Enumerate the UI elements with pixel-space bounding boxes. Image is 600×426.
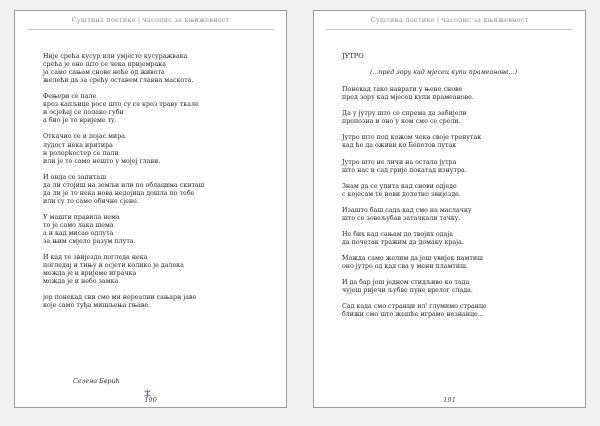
page-number: 191	[443, 396, 456, 404]
stanza	[342, 207, 571, 223]
verse-line: и ролерkoстер се пали	[43, 149, 119, 157]
verse-line: срећа је оно што се чека пријемрака	[43, 61, 166, 69]
verse-line: пред зору кад мјесец купи прамеанове.	[342, 94, 474, 102]
verse-line: желећи да за срећу останем главна маскота.	[43, 77, 194, 85]
verse-line: Знам да се упита кад снови одједе	[342, 182, 457, 190]
verse-line: или је то само нешто у мојој глави.	[43, 157, 161, 165]
verse-line: лудост нека иритира	[43, 141, 113, 149]
verse-line: да почетак тражим да домаку краја.	[342, 238, 464, 246]
stanza	[342, 86, 571, 102]
verse-line: И кад те звијезда погледа нека	[43, 254, 148, 262]
verse-line: и осјећај се полако губи	[43, 109, 124, 117]
verse-line: Изашто баш сада кад смо на маслачку	[342, 206, 472, 214]
poem-body	[43, 53, 272, 319]
verse-line: или су то само обичне сјене.	[43, 197, 139, 205]
verse-line: кад ће да оживи ко Бепетов лутак	[342, 142, 457, 150]
verse-line: што се зовељубав затачкали тачку.	[342, 214, 461, 222]
verse-line: с којесам те нови долетно звијезде.	[342, 190, 461, 198]
verse-line: оно јутро од кад сва у мени пламтиш.	[342, 263, 468, 271]
running-header: Суштина поетике | часопис за књижевност	[370, 16, 529, 24]
verse-line: а и кад мисао одлута	[43, 230, 114, 238]
verse-line: што нас и сад гриje покатад изнутра.	[342, 166, 467, 174]
verse-line: чујеш ријечи љубве пуне врелог слада.	[342, 287, 473, 295]
verse-line: јер понекад сви смо ми нереални сањари јаве	[43, 294, 197, 302]
stanza-list	[342, 86, 571, 319]
verse-line: У машти правила нема	[43, 213, 120, 221]
stanza	[342, 183, 571, 199]
verse-line: ближи смо што жешће играмо незнанце...	[342, 311, 484, 319]
verse-line: то је само лака шема	[43, 221, 114, 229]
verse-line: а био је то вријеме ту.	[43, 117, 117, 125]
left-page	[14, 10, 287, 408]
verse-line: Није срећа кусур или умјесто кусуражвака	[43, 53, 188, 60]
header-divider	[27, 29, 274, 30]
stanza	[342, 134, 571, 150]
stanza	[342, 255, 571, 271]
verse-line: Понекад тако наврати у њене снове	[342, 86, 463, 94]
verse-line: И онда се запиташ	[43, 173, 107, 181]
stanza	[342, 231, 571, 247]
page-number: 190	[144, 396, 157, 404]
verse-line: Откачио се и појас мира	[43, 133, 126, 141]
running-header: Суштина поетике | часопис за књижевност	[71, 16, 230, 24]
stanza	[43, 174, 272, 206]
stanza	[342, 110, 571, 126]
verse-line: погледај и тињу и осјети колико је далека	[43, 262, 184, 270]
stanza	[43, 53, 272, 85]
verse-line: кроз капљице росе што су се кроз траву ткале	[43, 101, 199, 109]
verse-line: препозна и оно у ком смо се срели.	[342, 118, 461, 126]
verse-line: И да бар још једном стидљиво ко тада	[342, 279, 470, 287]
verse-line: Сад када смо странци ил' глумимо странце	[342, 303, 487, 311]
verse-line: Да у јутру што се спрема да забијели	[342, 110, 467, 118]
verse-line: Фењери се пале	[43, 93, 97, 101]
verse-line: можда је и небо замка	[43, 278, 119, 286]
stanza	[43, 133, 272, 165]
stanza	[43, 214, 272, 246]
stanza	[342, 303, 571, 319]
poem-title: ЈУТРО	[342, 52, 364, 60]
header-divider	[326, 29, 573, 30]
verse-line: Јутро што не личи на остала јутра	[342, 158, 457, 166]
stanza	[43, 294, 272, 310]
verse-line: за њим смјело разум плута.	[43, 238, 136, 246]
poem-epigraph: (...пред зору кад мјесец купи прамеанове...)	[370, 69, 518, 77]
verse-line: ја само сањам снове неће од живота	[43, 69, 165, 77]
right-page	[313, 10, 586, 408]
stanza	[342, 159, 571, 175]
stanza	[43, 93, 272, 125]
verse-line: да ли стојиш на земљи или по облацима скиташ	[43, 181, 205, 189]
verse-line: Јутро што под кожом чека своје тренутак	[342, 134, 482, 142]
stanza	[342, 279, 571, 295]
poem-body	[342, 52, 571, 328]
verse-line: да ли је то нека нова недојица дошла по тебе	[43, 189, 195, 197]
verse-line: које само туђа мишљења гњаве.	[43, 302, 151, 310]
verse-line: Не бих кад сањам до твојих одаја	[342, 230, 454, 238]
stanza	[43, 254, 272, 286]
verse-line: Можда само желим да још увијек памтиш	[342, 255, 483, 263]
verse-line: можда је и вријеме играчка	[43, 270, 137, 278]
author-signature: Селена Берић	[73, 378, 120, 385]
